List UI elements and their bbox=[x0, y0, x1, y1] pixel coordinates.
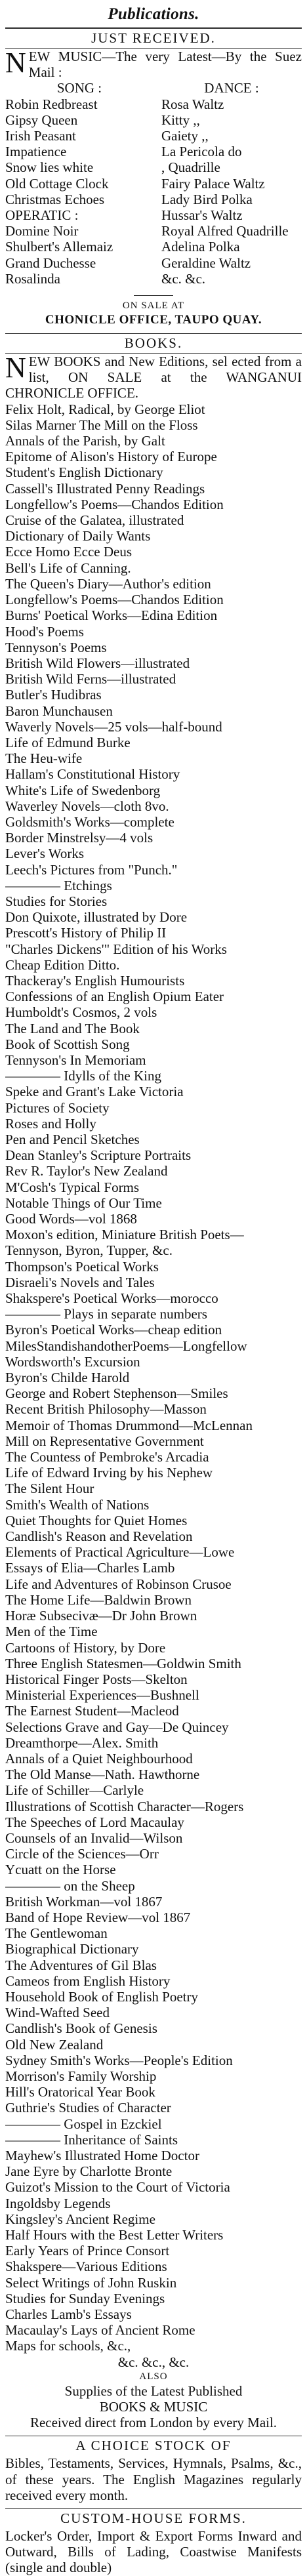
book-item: Notable Things of Our Time bbox=[5, 1195, 162, 1211]
book-item: Pictures of Society bbox=[5, 1099, 110, 1116]
song-title: Domine Noir bbox=[5, 223, 79, 239]
book-item: Ministerial Experiences—Bushnell bbox=[5, 1687, 199, 1704]
music-row bbox=[5, 144, 302, 159]
just-received-ad bbox=[5, 29, 302, 328]
book-item: Hallam's Constitutional History bbox=[5, 766, 180, 783]
music-list bbox=[5, 96, 302, 287]
book-item: Dean Stanley's Scripture Portraits bbox=[5, 1147, 192, 1164]
page bbox=[5, 0, 302, 2576]
book-item: George and Robert Stephenson—Smiles bbox=[5, 1385, 228, 1402]
book-item: MilesStandishandotherPoems—Longfellow bbox=[5, 1338, 247, 1354]
book-item: Cassell's Illustrated Penny Readings bbox=[5, 480, 205, 497]
book-item: The Queen's Diary—Author's edition bbox=[5, 575, 211, 592]
also-label: ALSO bbox=[139, 2371, 168, 2382]
ad-lead-text bbox=[5, 49, 302, 80]
book-item: Counsels of an Invalid—Wilson bbox=[5, 1830, 183, 1846]
book-item: Tennyson, Byron, Tupper, &c. bbox=[5, 1242, 173, 1259]
book-item: Kingsley's Ancient Regime bbox=[5, 2211, 155, 2227]
book-item: Moxon's edition, Miniature British Poets— bbox=[5, 1227, 244, 1243]
song-title: Robin Redbreast bbox=[5, 96, 98, 112]
book-item: Longfellow's Poems—Chandos Edition bbox=[5, 496, 224, 512]
book-item: Men of the Time bbox=[5, 1624, 98, 1640]
book-item: Leech's Pictures from "Punch." bbox=[5, 861, 178, 878]
book-item: Prescott's History of Philip II bbox=[5, 925, 167, 941]
book-item: Three English Statesmen—Goldwin Smith bbox=[5, 1655, 241, 1671]
book-item: Longfellow's Poems—Chandos Edition bbox=[5, 592, 224, 608]
song-title: Gipsy Queen bbox=[5, 112, 78, 128]
book-item: Selections Grave and Gay—De Quincey bbox=[5, 1719, 229, 1735]
book-item: Annals of the Parish, by Galt bbox=[5, 433, 165, 449]
book-item: The Old Manse—Nath. Hawthorne bbox=[5, 1767, 200, 1783]
book-item: Wind-Wafted Seed bbox=[5, 2005, 110, 2021]
book-item: Border Minstrelsy—4 vols bbox=[5, 830, 154, 846]
book-item: British Workman—vol 1867 bbox=[5, 1893, 163, 1910]
book-item: Waverley Novels—cloth 8vo. bbox=[5, 798, 169, 814]
book-item: Life and Adventures of Robinson Crusoe bbox=[5, 1576, 232, 1592]
book-item: Dreamthorpe—Alex. Smith bbox=[5, 1734, 159, 1751]
book-item: Disraeli's Novels and Tales bbox=[5, 1274, 155, 1290]
song-title: Christmas Echoes bbox=[5, 191, 105, 207]
song-title: Grand Duchesse bbox=[5, 255, 96, 271]
dance-label: DANCE : bbox=[204, 80, 259, 96]
book-item: Band of Hope Review—vol 1867 bbox=[5, 1909, 191, 1925]
book-item: Dictionary of Daily Wants bbox=[5, 528, 151, 544]
song-title: Snow lies white bbox=[5, 159, 94, 176]
music-column-labels bbox=[5, 80, 302, 96]
music-row bbox=[5, 176, 302, 192]
ad-title: A CHOICE STOCK OF bbox=[75, 2438, 232, 2454]
book-item: The Home Life—Baldwin Brown bbox=[5, 1591, 192, 1608]
book-item: Life of Edmund Burke bbox=[5, 734, 131, 750]
book-item: Tennyson's Poems bbox=[5, 639, 107, 655]
book-item: Mayhew's Illustrated Home Doctor bbox=[5, 2148, 199, 2163]
music-row bbox=[5, 255, 302, 271]
book-item: Charles Lamb's Essays bbox=[5, 2306, 132, 2323]
book-item: Burns' Poetical Works—Edina Edition bbox=[5, 607, 218, 624]
book-item: Jane Eyre by Charlotte Bronte bbox=[5, 2163, 173, 2180]
dance-title: Adelina Polka bbox=[161, 239, 240, 255]
book-item: Historical Finger Posts—Skelton bbox=[5, 1671, 188, 1687]
book-item: Student's English Dictionary bbox=[5, 464, 163, 481]
book-item: Illustrations of Scottish Character—Rogers bbox=[5, 1798, 244, 1814]
book-item: The Adventures of Gil Blas bbox=[5, 1957, 157, 1973]
book-item: Wordsworth's Excursion bbox=[5, 1353, 140, 1370]
book-item: Studies for Sunday Evenings bbox=[5, 2290, 165, 2306]
book-item: Old New Zealand bbox=[5, 2036, 104, 2053]
book-item: Tennyson's In Memoriam bbox=[5, 1052, 146, 1068]
book-item: ———— Inheritance of Saints bbox=[5, 2131, 178, 2148]
book-item: British Wild Flowers—illustrated bbox=[5, 655, 190, 671]
sale-line: ON SALE AT bbox=[122, 300, 185, 312]
book-item: Don Quixote, illustrated by Dore bbox=[5, 909, 188, 926]
book-item: Quiet Thoughts for Quiet Homes bbox=[5, 1512, 188, 1528]
book-item: Essays of Elia—Charles Lamb bbox=[5, 1560, 175, 1576]
book-item: Studies for Stories bbox=[5, 893, 108, 909]
book-item: The Silent Hour bbox=[5, 1481, 94, 1497]
book-item: Guthrie's Studies of Character bbox=[5, 2100, 171, 2116]
book-item: The Gentlewoman bbox=[5, 1925, 108, 1942]
dance-title: Geraldine Waltz bbox=[161, 255, 251, 271]
book-item: Shakspere—Various Editions bbox=[5, 2259, 167, 2275]
book-item: Book of Scottish Song bbox=[5, 1036, 130, 1052]
supplies-line: BOOKS & MUSIC bbox=[99, 2399, 208, 2415]
music-row bbox=[5, 96, 302, 112]
book-item: The Speeches of Lord Macaulay bbox=[5, 1814, 184, 1830]
dance-title: Gaiety ,, bbox=[161, 128, 209, 144]
book-item: Ecce Homo Ecce Deus bbox=[5, 544, 132, 560]
book-item: Household Book of English Poetry bbox=[5, 1988, 198, 2005]
book-item: Life of Edward Irving by his Nephew bbox=[5, 1465, 213, 1481]
book-item: Confessions of an English Opium Eater bbox=[5, 989, 224, 1005]
book-item: Circle of the Sciences—Orr bbox=[5, 1846, 159, 1862]
music-row bbox=[5, 239, 302, 255]
dance-title: Rosa Waltz bbox=[161, 96, 224, 112]
songs-label: SONG : bbox=[56, 80, 102, 96]
dance-title: Royal Alfred Quadrille bbox=[161, 223, 289, 239]
lead-text: EW BOOKS and New Editions, sel ected from a list, ON SALE at the WANGANUI CHRONICLE OFFICE. bbox=[5, 354, 302, 401]
book-item: Epitome of Alison's History of Europe bbox=[5, 449, 217, 465]
book-item: Byron's Poetical Works—cheap edition bbox=[5, 1322, 222, 1338]
book-item: Biographical Dictionary bbox=[5, 1941, 139, 1957]
book-item: ———— Plays in separate numbers bbox=[5, 1306, 207, 1322]
book-item: Waverly Novels—25 vols—half-bound bbox=[5, 718, 222, 735]
book-item: Horæ Subsecivæ—Dr John Brown bbox=[5, 1608, 197, 1624]
book-item: Cheap Edition Ditto. bbox=[5, 956, 120, 973]
book-item: The Land and The Book bbox=[5, 1020, 140, 1036]
book-item: Hill's Oratorical Year Book bbox=[5, 2084, 155, 2100]
book-item: Half Hours with the Best Letter Writers bbox=[5, 2227, 224, 2243]
music-row bbox=[5, 192, 302, 207]
etc-line: &c. &c., &c. bbox=[117, 2354, 190, 2370]
ad-body: Locker's Order, Import & Export Forms Inward and Outward, Bills of Lading, Coastwise Manifests (single and double) bbox=[5, 2528, 302, 2576]
book-item: M'Cosh's Typical Forms bbox=[5, 1179, 140, 1195]
dance-title: , Quadrille bbox=[161, 159, 220, 176]
ad-lead-text bbox=[5, 354, 302, 401]
sale-office: CHONICLE OFFICE, TAUPO QUAY. bbox=[45, 313, 262, 327]
book-item: Guizot's Mission to the Court of Victoria bbox=[5, 2179, 230, 2196]
book-item: "Charles Dickens'" Edition of his Works bbox=[5, 941, 227, 957]
section-heading: Publications. bbox=[108, 5, 199, 23]
book-item: White's Life of Swedenborg bbox=[5, 782, 161, 798]
song-title: Irish Peasant bbox=[5, 128, 76, 144]
book-item: Good Words—vol 1868 bbox=[5, 1211, 137, 1227]
supplies-line: Supplies of the Latest Published bbox=[64, 2382, 243, 2399]
book-item: Thackeray's English Humourists bbox=[5, 972, 185, 989]
book-item: Goldsmith's Works—complete bbox=[5, 813, 174, 830]
dance-title: Fairy Palace Waltz bbox=[161, 175, 265, 192]
book-item: ———— Idylls of the King bbox=[5, 1068, 161, 1084]
song-title: OPERATIC : bbox=[5, 207, 79, 224]
music-row bbox=[5, 112, 302, 128]
drop-cap: N bbox=[5, 352, 26, 384]
book-item: The Earnest Student—Macleod bbox=[5, 1703, 179, 1719]
book-item: Cartoons of History, by Dore bbox=[5, 1639, 166, 1656]
book-item: Select Writings of John Ruskin bbox=[5, 2274, 177, 2291]
book-item: Cameos from English History bbox=[5, 1973, 171, 1989]
dance-title: Lady Bird Polka bbox=[161, 191, 253, 207]
book-item: Pen and Pencil Sketches bbox=[5, 1132, 140, 1147]
ad-title: CUSTOM-HOUSE FORMS. bbox=[60, 2510, 247, 2527]
divider bbox=[134, 295, 173, 296]
customs-forms-ad bbox=[5, 2509, 302, 2576]
ad-title: JUST RECEIVED. bbox=[91, 30, 216, 46]
book-item: Life of Schiller—Carlyle bbox=[5, 1782, 144, 1799]
book-item: Candlish's Book of Genesis bbox=[5, 2020, 157, 2037]
book-item: Macaulay's Lays of Ancient Rome bbox=[5, 2322, 195, 2339]
book-item: Recent British Philosophy—Masson bbox=[5, 1401, 207, 1418]
book-item: Sydney Smith's Works—People's Edition bbox=[5, 2052, 233, 2068]
supplies-line: Received direct from London by every Mail. bbox=[30, 2415, 277, 2431]
book-item: Hood's Poems bbox=[5, 623, 84, 640]
book-item: ———— Etchings bbox=[5, 877, 112, 893]
book-item: Candlish's Reason and Revelation bbox=[5, 1528, 193, 1545]
music-row bbox=[5, 128, 302, 144]
dance-title: Kitty ,, bbox=[161, 112, 200, 128]
book-item: Byron's Childe Harold bbox=[5, 1370, 130, 1386]
book-item: Early Years of Prince Consort bbox=[5, 2243, 170, 2259]
book-item: Annals of a Quiet Neighbourhood bbox=[5, 1750, 193, 1767]
book-item: Silas Marner The Mill on the Floss bbox=[5, 417, 198, 433]
book-item: Morrison's Family Worship bbox=[5, 2068, 157, 2084]
book-item: Bell's Life of Canning. bbox=[5, 560, 131, 576]
book-item: Roses and Holly bbox=[5, 1115, 96, 1132]
ad-body: Bibles, Testaments, Services, Hymnals, Psalms, &c., of these years. The English Magazines regularly received every month. bbox=[5, 2455, 302, 2503]
book-item: ———— on the Sheep bbox=[5, 1877, 135, 1894]
book-item: Cruise of the Galatea, illustrated bbox=[5, 512, 184, 529]
books-ad bbox=[5, 334, 302, 2430]
song-title: Rosalinda bbox=[5, 270, 60, 287]
dance-title: Hussar's Waltz bbox=[161, 207, 243, 224]
book-item: Butler's Hudibras bbox=[5, 687, 102, 703]
book-item: Shakspere's Poetical Works—morocco bbox=[5, 1290, 218, 1307]
book-item: Ycuatt on the Horse bbox=[5, 1862, 116, 1878]
book-item: Thompson's Poetical Works bbox=[5, 1258, 159, 1275]
book-item: The Heu-wife bbox=[5, 750, 83, 767]
music-row bbox=[5, 223, 302, 239]
book-item: Humboldt's Cosmos, 2 vols bbox=[5, 1004, 157, 1021]
book-item: Mill on Representative Government bbox=[5, 1433, 204, 1449]
book-item: The Countess of Pembroke's Arcadia bbox=[5, 1449, 209, 1465]
song-title: Old Cottage Clock bbox=[5, 175, 109, 192]
choice-stock-ad bbox=[5, 2436, 302, 2503]
book-item: Memoir of Thomas Drummond—McLennan bbox=[5, 1417, 253, 1433]
book-item: Speke and Grant's Lake Victoria bbox=[5, 1084, 184, 1100]
book-item: Smith's Wealth of Nations bbox=[5, 1496, 150, 1513]
book-item: British Wild Ferns—illustrated bbox=[5, 671, 176, 687]
book-item: Felix Holt, Radical, by George Eliot bbox=[5, 401, 205, 417]
ad-title: BOOKS. bbox=[124, 335, 183, 352]
music-row bbox=[5, 159, 302, 175]
book-item: ———— Gospel in Ezckiel bbox=[5, 2116, 162, 2132]
music-row bbox=[5, 207, 302, 223]
book-item: Elements of Practical Agriculture—Lowe bbox=[5, 1544, 235, 1561]
music-row bbox=[5, 271, 302, 287]
book-item: Rev R. Taylor's New Zealand bbox=[5, 1163, 168, 1179]
lead-text: EW MUSIC—The very Latest—By the Suez Mail : bbox=[28, 49, 302, 81]
dance-title: &c. &c. bbox=[161, 270, 206, 287]
song-title: Shulbert's Allemaiz bbox=[5, 239, 113, 255]
book-list bbox=[5, 401, 302, 2354]
dance-title: La Pericola do bbox=[161, 144, 242, 160]
book-item: Maps for schools, &c., bbox=[5, 2338, 131, 2354]
book-item: Lever's Works bbox=[5, 846, 85, 862]
book-item: Ingoldsby Legends bbox=[5, 2195, 111, 2211]
song-title: Impatience bbox=[5, 144, 67, 160]
drop-cap: N bbox=[5, 47, 26, 79]
book-item: Baron Munchausen bbox=[5, 703, 113, 719]
